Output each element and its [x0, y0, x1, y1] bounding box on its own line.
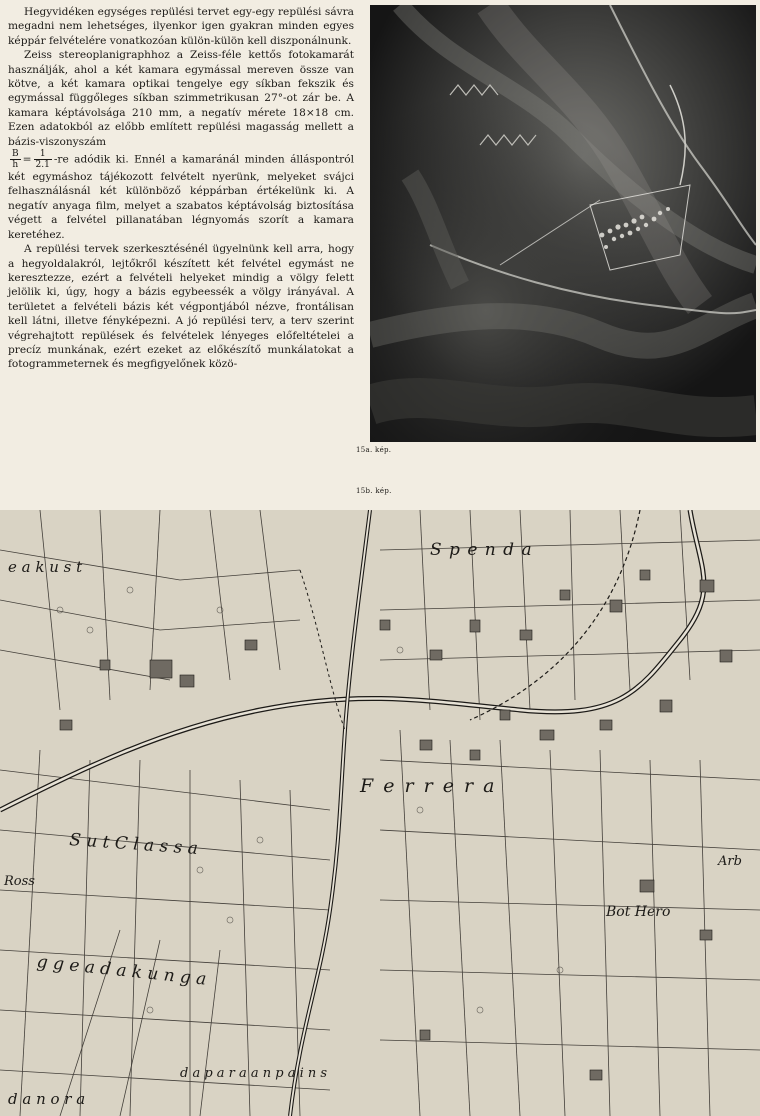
formula-rhs-den: 2.1 [35, 160, 50, 171]
paragraph-3: A repülési tervek szerkesztésénél ügyelnünk kell arra, hogy a hegyoldalakról, lejtőkről készített két felvétel egymást ne keresztezze, ezért a felvételi helyeket mindig a völgy felett jelölik ki, úgy, hogy a bázis egybeessék a völgy irányával. A területet a felvételi bázis két végpontjából nézve, frontálisan kell látni, illetve fényképezni. A jó repülési terv, a terv szerint végrehajtott repülések és felvételek lényeges előfeltételei a precíz munkának, ezért ezeket az előkészítő munkálatokat a fotogrammeternek és megfigyelőnek közö- [8, 243, 354, 371]
map-label-ross: Ross [4, 874, 35, 889]
formula-paragraph [8, 149, 354, 242]
formula-lhs-num: B [12, 149, 19, 160]
map-label-bot-hero: Bot Hero [606, 904, 671, 920]
map-label-dapara-anpains: d a p a r a a n p a i n s [180, 1066, 328, 1081]
formula-rhs [34, 149, 52, 170]
caption-15a: 15a. kép. [356, 446, 392, 454]
formula-lhs [10, 149, 21, 170]
formula-rhs-num: 1 [34, 149, 52, 160]
formula-equals: = [22, 153, 32, 166]
caption-15b: 15b. kép. [356, 487, 392, 495]
map-label-top-left: e a k u s t [8, 558, 83, 576]
formula-lhs-den: h [12, 160, 19, 171]
article-text-column [8, 5, 354, 372]
map-label-spenda: S p e n d a [430, 540, 533, 560]
map-label-sut-classa: S u t C l a s s a [68, 830, 199, 859]
map-label-ferrera: F e r r e r a [360, 775, 497, 797]
paragraph-2-text: Zeiss stereoplanigraphhoz a Zeiss-féle kettős fotokamarát használják, ahol a két kamara egymással mereven össze van kötve, a két kamara optikai tengelye egy síkban fekszik és egymással függőleges síkban szimmetrikusan 27°-ot zár be. A kamara képtávolsága 210 mm, a negatív mérete 18×18 cm. Ezen adatokból az előbb említett repülési magasság mellett a bázis-viszonyszám [8, 49, 354, 148]
cadastral-map-drawing [0, 510, 760, 1116]
aerial-photograph [370, 5, 756, 442]
paragraph-2 [8, 48, 354, 149]
formula-tail-text: -re adódik ki. Ennél a kamaránál minden álláspontról két egymáshoz tájékozott felvételt nyerünk, melyeket svájci felhasználásnál két különböző képpárban értékelünk ki. A negatív anyaga film, melyet a szabatos képtávolság biztosítása végett a felvétel pillanatában légnyomás szorít a kamara keretéhez. [8, 153, 354, 241]
map-label-danora: d a n o r a [8, 1090, 86, 1108]
aerial-photo-illustration [370, 5, 756, 442]
cadastral-map [0, 510, 760, 1116]
paragraph-1: Hegyvidéken egységes repülési tervet egy-egy repülési sávra megadni nem lehetséges, ilyenkor igen gyakran minden egyes képpár felvételére vonatkozóan külön-külön kell diszponálnunk. [8, 6, 354, 47]
map-label-ggea-da-kunga: g g e a d a k u n g a [35, 952, 208, 990]
map-label-arb: Arb [718, 854, 742, 869]
